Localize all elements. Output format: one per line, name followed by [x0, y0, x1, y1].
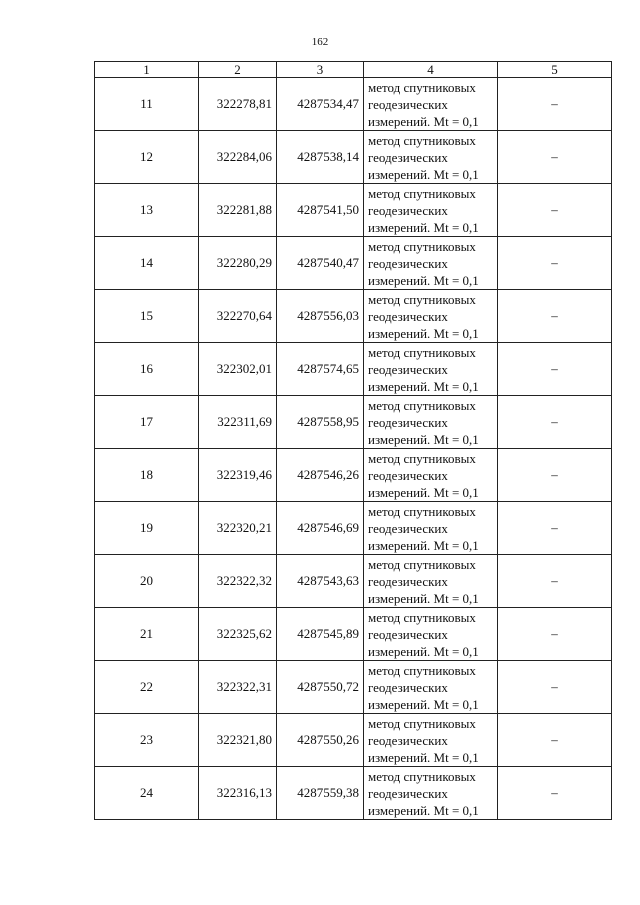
- point-number-cell: 22: [95, 661, 199, 714]
- point-number-cell: 14: [95, 237, 199, 290]
- y-coordinate-cell: 4287550,72: [277, 661, 364, 714]
- method-cell: [364, 661, 498, 714]
- table-row: [95, 555, 612, 608]
- x-coordinate-cell: 322280,29: [199, 237, 277, 290]
- method-line: измерений. Mt = 0,1: [368, 166, 479, 182]
- x-coordinate-cell: 322284,06: [199, 131, 277, 184]
- method-line: измерений. Mt = 0,1: [368, 537, 479, 553]
- method-line: метод спутниковых: [368, 344, 476, 360]
- method-line: метод спутниковых: [368, 609, 476, 625]
- y-coordinate-cell: 4287546,26: [277, 449, 364, 502]
- note-cell: –: [498, 131, 612, 184]
- note-cell: –: [498, 608, 612, 661]
- table-row: [95, 767, 612, 820]
- table-row: [95, 78, 612, 131]
- method-line: метод спутниковых: [368, 238, 476, 254]
- x-coordinate-cell: 322311,69: [199, 396, 277, 449]
- method-line: геодезических: [368, 96, 448, 112]
- method-line: измерений. Mt = 0,1: [368, 749, 479, 765]
- header-col-2: 2: [199, 62, 277, 78]
- method-cell: [364, 237, 498, 290]
- note-cell: –: [498, 714, 612, 767]
- table-row: [95, 131, 612, 184]
- method-line: геодезических: [368, 467, 448, 483]
- header-col-1: 1: [95, 62, 199, 78]
- y-coordinate-cell: 4287574,65: [277, 343, 364, 396]
- y-coordinate-cell: 4287556,03: [277, 290, 364, 343]
- method-line: метод спутниковых: [368, 79, 476, 95]
- point-number-cell: 16: [95, 343, 199, 396]
- note-cell: –: [498, 396, 612, 449]
- table-header-row: [95, 62, 612, 78]
- point-number-cell: 21: [95, 608, 199, 661]
- header-col-4: 4: [364, 62, 498, 78]
- method-cell: [364, 767, 498, 820]
- method-line: метод спутниковых: [368, 556, 476, 572]
- table-row: [95, 714, 612, 767]
- method-line: измерений. Mt = 0,1: [368, 325, 479, 341]
- note-cell: –: [498, 767, 612, 820]
- method-line: измерений. Mt = 0,1: [368, 590, 479, 606]
- method-line: измерений. Mt = 0,1: [368, 378, 479, 394]
- method-line: метод спутниковых: [368, 397, 476, 413]
- method-line: метод спутниковых: [368, 768, 476, 784]
- method-line: геодезических: [368, 785, 448, 801]
- method-line: геодезических: [368, 255, 448, 271]
- table-row: [95, 237, 612, 290]
- method-line: метод спутниковых: [368, 291, 476, 307]
- point-number-cell: 20: [95, 555, 199, 608]
- x-coordinate-cell: 322319,46: [199, 449, 277, 502]
- y-coordinate-cell: 4287559,38: [277, 767, 364, 820]
- x-coordinate-cell: 322322,31: [199, 661, 277, 714]
- y-coordinate-cell: 4287550,26: [277, 714, 364, 767]
- point-number-cell: 13: [95, 184, 199, 237]
- method-line: геодезических: [368, 149, 448, 165]
- method-line: измерений. Mt = 0,1: [368, 431, 479, 447]
- method-cell: [364, 131, 498, 184]
- coordinates-table: [94, 61, 612, 820]
- point-number-cell: 11: [95, 78, 199, 131]
- table-row: [95, 343, 612, 396]
- method-line: метод спутниковых: [368, 503, 476, 519]
- note-cell: –: [498, 449, 612, 502]
- point-number-cell: 12: [95, 131, 199, 184]
- table-row: [95, 608, 612, 661]
- y-coordinate-cell: 4287543,63: [277, 555, 364, 608]
- table-row: [95, 502, 612, 555]
- table-row: [95, 661, 612, 714]
- method-line: измерений. Mt = 0,1: [368, 802, 479, 818]
- method-line: измерений. Mt = 0,1: [368, 484, 479, 500]
- note-cell: –: [498, 502, 612, 555]
- method-cell: [364, 555, 498, 608]
- page-number: 162: [311, 36, 329, 48]
- point-number-cell: 19: [95, 502, 199, 555]
- method-cell: [364, 78, 498, 131]
- header-col-5: 5: [498, 62, 612, 78]
- table-row: [95, 396, 612, 449]
- y-coordinate-cell: 4287545,89: [277, 608, 364, 661]
- x-coordinate-cell: 322278,81: [199, 78, 277, 131]
- x-coordinate-cell: 322270,64: [199, 290, 277, 343]
- note-cell: –: [498, 661, 612, 714]
- method-line: метод спутниковых: [368, 132, 476, 148]
- method-line: геодезических: [368, 679, 448, 695]
- method-line: измерений. Mt = 0,1: [368, 219, 479, 235]
- x-coordinate-cell: 322281,88: [199, 184, 277, 237]
- method-cell: [364, 184, 498, 237]
- y-coordinate-cell: 4287534,47: [277, 78, 364, 131]
- table-row: [95, 290, 612, 343]
- method-cell: [364, 608, 498, 661]
- method-line: геодезических: [368, 626, 448, 642]
- method-cell: [364, 449, 498, 502]
- note-cell: –: [498, 184, 612, 237]
- y-coordinate-cell: 4287538,14: [277, 131, 364, 184]
- y-coordinate-cell: 4287546,69: [277, 502, 364, 555]
- method-line: геодезических: [368, 732, 448, 748]
- method-line: геодезических: [368, 414, 448, 430]
- method-line: метод спутниковых: [368, 185, 476, 201]
- note-cell: –: [498, 78, 612, 131]
- note-cell: –: [498, 290, 612, 343]
- y-coordinate-cell: 4287558,95: [277, 396, 364, 449]
- note-cell: –: [498, 555, 612, 608]
- method-line: метод спутниковых: [368, 450, 476, 466]
- method-cell: [364, 396, 498, 449]
- table-row: [95, 449, 612, 502]
- header-col-3: 3: [277, 62, 364, 78]
- point-number-cell: 18: [95, 449, 199, 502]
- method-line: геодезических: [368, 520, 448, 536]
- note-cell: –: [498, 237, 612, 290]
- point-number-cell: 24: [95, 767, 199, 820]
- method-cell: [364, 343, 498, 396]
- x-coordinate-cell: 322321,80: [199, 714, 277, 767]
- method-line: измерений. Mt = 0,1: [368, 272, 479, 288]
- x-coordinate-cell: 322316,13: [199, 767, 277, 820]
- method-line: метод спутниковых: [368, 662, 476, 678]
- method-line: геодезических: [368, 308, 448, 324]
- point-number-cell: 23: [95, 714, 199, 767]
- note-cell: –: [498, 343, 612, 396]
- x-coordinate-cell: 322322,32: [199, 555, 277, 608]
- point-number-cell: 15: [95, 290, 199, 343]
- method-cell: [364, 502, 498, 555]
- x-coordinate-cell: 322320,21: [199, 502, 277, 555]
- method-line: геодезических: [368, 573, 448, 589]
- method-cell: [364, 290, 498, 343]
- method-line: геодезических: [368, 361, 448, 377]
- point-number-cell: 17: [95, 396, 199, 449]
- method-line: измерений. Mt = 0,1: [368, 113, 479, 129]
- method-line: метод спутниковых: [368, 715, 476, 731]
- method-cell: [364, 714, 498, 767]
- x-coordinate-cell: 322302,01: [199, 343, 277, 396]
- y-coordinate-cell: 4287541,50: [277, 184, 364, 237]
- y-coordinate-cell: 4287540,47: [277, 237, 364, 290]
- x-coordinate-cell: 322325,62: [199, 608, 277, 661]
- method-line: измерений. Mt = 0,1: [368, 643, 479, 659]
- method-line: геодезических: [368, 202, 448, 218]
- table-row: [95, 184, 612, 237]
- method-line: измерений. Mt = 0,1: [368, 696, 479, 712]
